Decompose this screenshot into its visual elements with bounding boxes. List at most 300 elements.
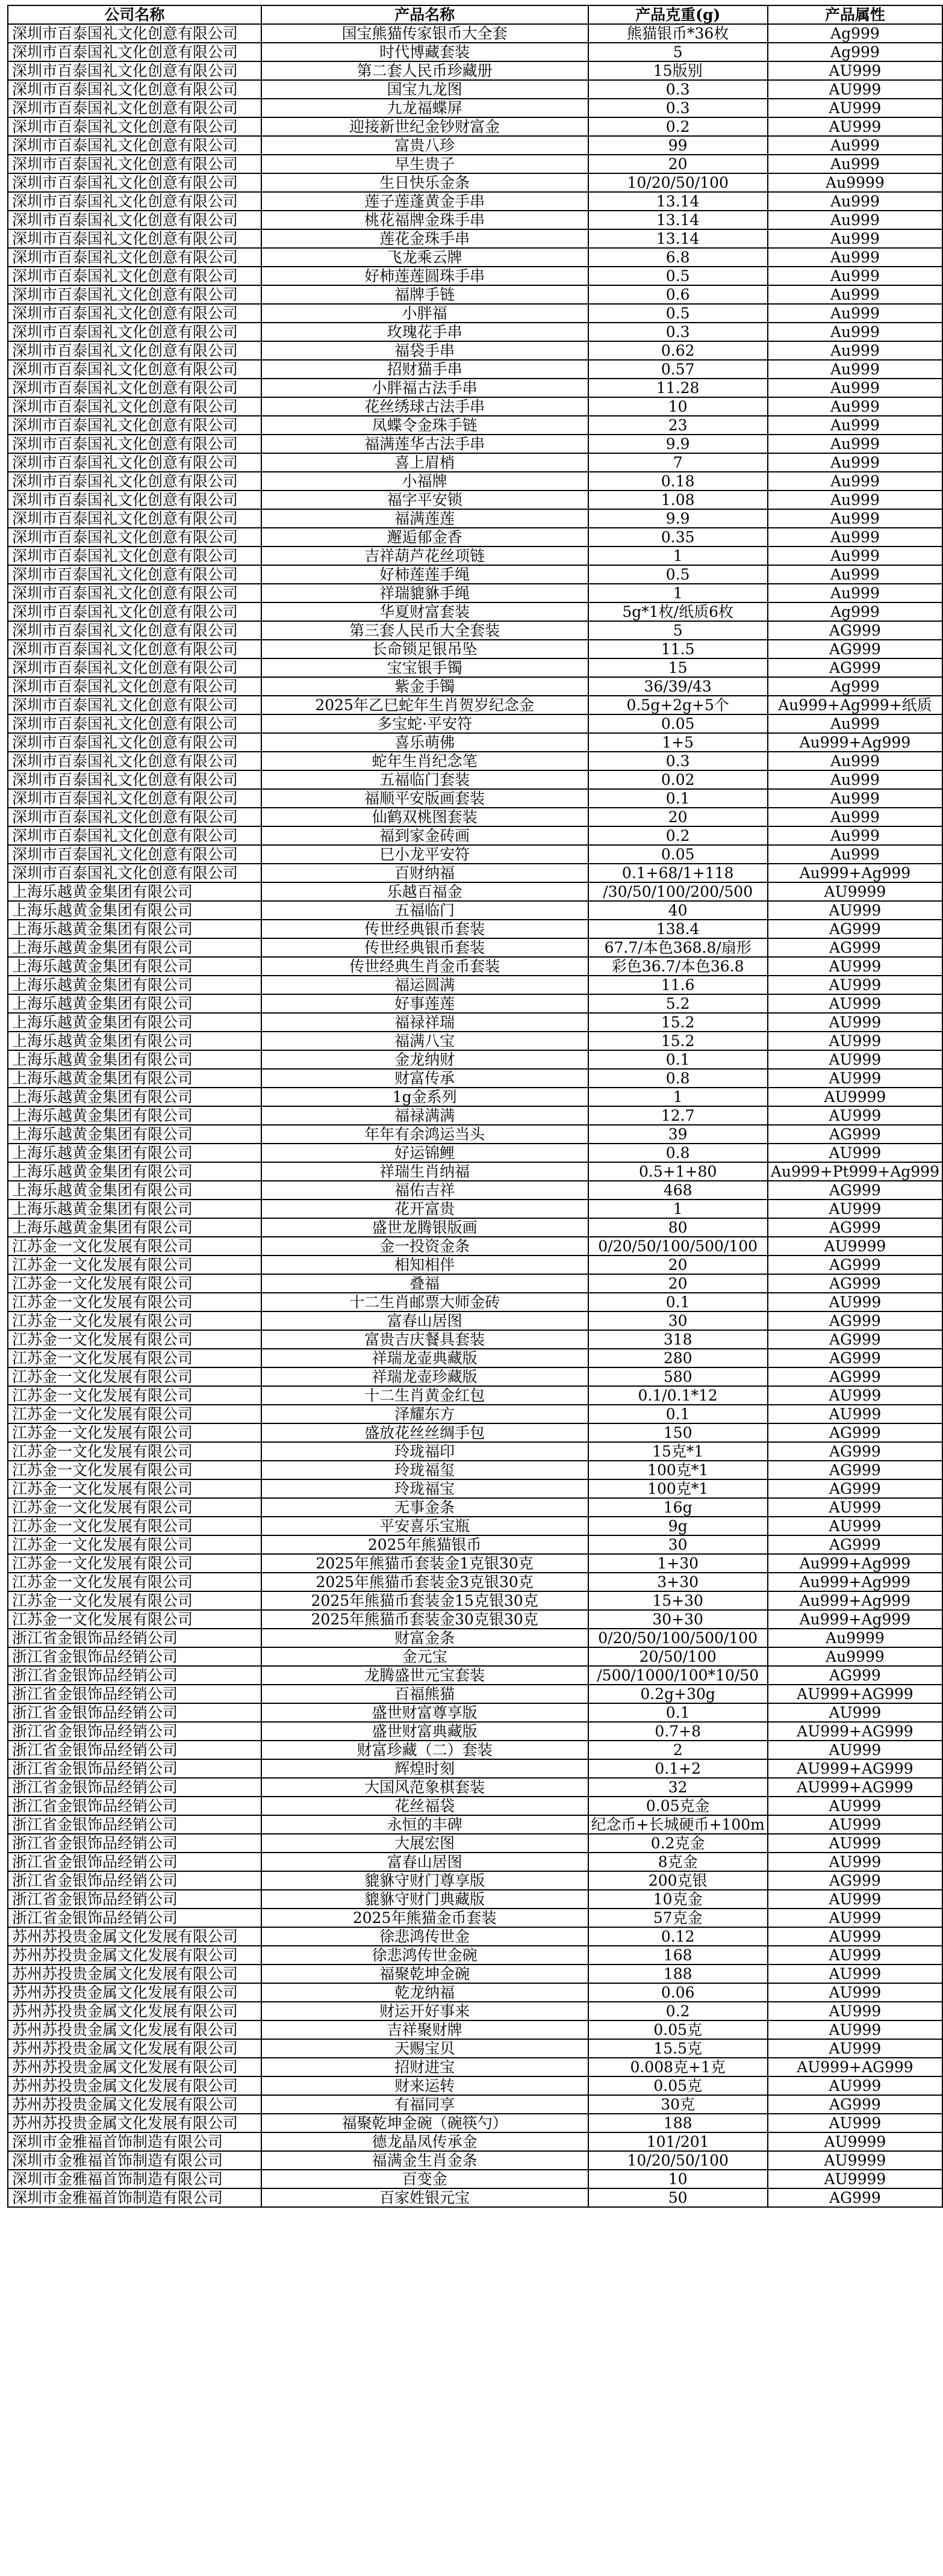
product-name-cell: 玲珑福印: [261, 1442, 588, 1461]
product-name-cell: 花丝福袋: [261, 1797, 588, 1815]
attribute-cell: Au999: [768, 472, 942, 491]
table-row: [8, 1759, 942, 1778]
company-cell: 浙江省金银饰品经销公司: [8, 1685, 261, 1703]
table-row: [8, 1032, 942, 1050]
weight-cell: 100克*1: [588, 1461, 768, 1479]
attribute-cell: AG999: [768, 920, 942, 938]
attribute-cell: AU999: [768, 61, 942, 80]
table-row: [8, 1647, 942, 1666]
attribute-cell: AU999: [768, 1927, 942, 1946]
table-row: [8, 658, 942, 677]
attribute-cell: Au999+Ag999: [768, 1573, 942, 1591]
weight-cell: 0.2: [588, 117, 768, 136]
table-row: [8, 2020, 942, 2039]
attribute-cell: AG999: [768, 2095, 942, 2114]
attribute-cell: Au999: [768, 509, 942, 528]
company-cell: 苏州苏投贵金属文化发展有限公司: [8, 2076, 261, 2095]
weight-cell: 0.5: [588, 304, 768, 323]
weight-cell: 9.9: [588, 435, 768, 453]
company-cell: 深圳市百泰国礼文化创意有限公司: [8, 173, 261, 192]
table-row: [8, 80, 942, 99]
weight-cell: 10: [588, 2170, 768, 2188]
attribute-cell: AU999: [768, 1853, 942, 1871]
attribute-cell: AU999: [768, 1815, 942, 1834]
weight-cell: 11.6: [588, 976, 768, 994]
company-cell: 深圳市百泰国礼文化创意有限公司: [8, 360, 261, 379]
company-cell: 浙江省金银饰品经销公司: [8, 1741, 261, 1759]
product-name-cell: 百家姓银元宝: [261, 2188, 588, 2207]
product-name-cell: 无事金条: [261, 1498, 588, 1517]
company-cell: 苏州苏投贵金属文化发展有限公司: [8, 2002, 261, 2020]
weight-cell: 40: [588, 901, 768, 920]
table-row: [8, 1890, 942, 1909]
product-name-cell: 龙腾盛世元宝套装: [261, 1666, 588, 1685]
company-cell: 深圳市百泰国礼文化创意有限公司: [8, 323, 261, 341]
weight-cell: 0.2: [588, 2002, 768, 2020]
attribute-cell: Au999: [768, 155, 942, 173]
company-cell: 深圳市百泰国礼文化创意有限公司: [8, 229, 261, 248]
attribute-cell: Au999: [768, 416, 942, 435]
table-row: [8, 1106, 942, 1125]
company-cell: 上海乐越黄金集团有限公司: [8, 1218, 261, 1237]
product-name-cell: 福运圆满: [261, 976, 588, 994]
attribute-cell: Au999: [768, 267, 942, 285]
table-row: [8, 2095, 942, 2114]
attribute-cell: AU999: [768, 1405, 942, 1423]
company-cell: 深圳市百泰国礼文化创意有限公司: [8, 546, 261, 565]
attribute-cell: Au999: [768, 248, 942, 267]
company-cell: 深圳市百泰国礼文化创意有限公司: [8, 117, 261, 136]
table-row: [8, 1479, 942, 1498]
weight-cell: 0.8: [588, 1144, 768, 1162]
company-cell: 上海乐越黄金集团有限公司: [8, 1181, 261, 1200]
table-row: [8, 173, 942, 192]
product-name-cell: 紫金手镯: [261, 677, 588, 696]
weight-cell: 纪念币+长城硬币+100m: [588, 1815, 768, 1834]
weight-cell: 99: [588, 136, 768, 155]
company-cell: 江苏金一文化发展有限公司: [8, 1498, 261, 1517]
table-row: [8, 1573, 942, 1591]
product-name-cell: 平安喜乐宝瓶: [261, 1517, 588, 1535]
company-cell: 浙江省金银饰品经销公司: [8, 1797, 261, 1815]
company-cell: 浙江省金银饰品经销公司: [8, 1759, 261, 1778]
attribute-cell: Au9999: [768, 1647, 942, 1666]
product-name-cell: 金元宝: [261, 1647, 588, 1666]
weight-cell: 36/39/43: [588, 677, 768, 696]
company-cell: 深圳市百泰国礼文化创意有限公司: [8, 789, 261, 808]
product-name-cell: 1g金系列: [261, 1088, 588, 1106]
attribute-cell: Au9999: [768, 173, 942, 192]
company-cell: 浙江省金银饰品经销公司: [8, 1853, 261, 1871]
weight-cell: 0.7+8: [588, 1722, 768, 1741]
product-name-cell: 传世经典生肖金币套装: [261, 957, 588, 976]
weight-cell: 150: [588, 1423, 768, 1442]
product-name-cell: 财富传承: [261, 1069, 588, 1088]
product-name-cell: 百变金: [261, 2170, 588, 2188]
product-name-cell: 传世经典银币套装: [261, 920, 588, 938]
attribute-cell: AU999: [768, 2020, 942, 2039]
weight-cell: 188: [588, 2114, 768, 2132]
table-row: [8, 99, 942, 117]
company-cell: 江苏金一文化发展有限公司: [8, 1349, 261, 1367]
product-name-cell: 好柿莲莲圆珠手串: [261, 267, 588, 285]
company-cell: 深圳市百泰国礼文化创意有限公司: [8, 602, 261, 621]
product-name-cell: 2025年熊猫金币套装: [261, 1909, 588, 1927]
product-name-cell: 金一投资金条: [261, 1237, 588, 1255]
weight-cell: 10克金: [588, 1890, 768, 1909]
attribute-cell: AU999: [768, 1890, 942, 1909]
attribute-cell: Au999: [768, 789, 942, 808]
weight-cell: 30+30: [588, 1610, 768, 1629]
product-table: [7, 5, 943, 2208]
weight-cell: 0.6: [588, 285, 768, 304]
company-cell: 深圳市百泰国礼文化创意有限公司: [8, 677, 261, 696]
product-name-cell: 国宝九龙图: [261, 80, 588, 99]
table-row: [8, 976, 942, 994]
attribute-cell: AG999: [768, 938, 942, 957]
product-name-cell: 大展宏图: [261, 1834, 588, 1853]
company-cell: 苏州苏投贵金属文化发展有限公司: [8, 1946, 261, 1965]
company-cell: 江苏金一文化发展有限公司: [8, 1442, 261, 1461]
table-row: [8, 229, 942, 248]
table-row: [8, 416, 942, 435]
company-cell: 江苏金一文化发展有限公司: [8, 1591, 261, 1610]
product-name-cell: 第二套人民币珍藏册: [261, 61, 588, 80]
product-name-cell: 财富珍藏（二）套装: [261, 1741, 588, 1759]
table-row: [8, 2114, 942, 2132]
table-row: [8, 1237, 942, 1255]
table-row: [8, 1722, 942, 1741]
weight-cell: 1: [588, 1088, 768, 1106]
company-cell: 深圳市百泰国礼文化创意有限公司: [8, 565, 261, 584]
table-row: [8, 584, 942, 602]
company-cell: 江苏金一文化发展有限公司: [8, 1237, 261, 1255]
attribute-cell: AU999+AG999: [768, 1685, 942, 1703]
weight-cell: 9g: [588, 1517, 768, 1535]
product-name-cell: 玫瑰花手串: [261, 323, 588, 341]
table-row: [8, 285, 942, 304]
header-row: [8, 5, 942, 24]
product-name-cell: 玲珑福宝: [261, 1479, 588, 1498]
product-name-cell: 盛放花丝丝绸手包: [261, 1423, 588, 1442]
attribute-cell: Ag999: [768, 24, 942, 43]
attribute-cell: AU999: [768, 1946, 942, 1965]
attribute-cell: AU999: [768, 1144, 942, 1162]
product-name-cell: 徐悲鸿传世金碗: [261, 1946, 588, 1965]
attribute-cell: Au999: [768, 435, 942, 453]
weight-cell: 39: [588, 1125, 768, 1144]
product-name-cell: 2025年乙巳蛇年生肖贺岁纪念金: [261, 696, 588, 714]
company-cell: 苏州苏投贵金属文化发展有限公司: [8, 2114, 261, 2132]
weight-cell: 2: [588, 1741, 768, 1759]
product-name-cell: 好事莲莲: [261, 994, 588, 1013]
table-row: [8, 1703, 942, 1722]
table-row: [8, 938, 942, 957]
table-row: [8, 2132, 942, 2151]
product-name-cell: 福禄祥瑞: [261, 1013, 588, 1032]
weight-cell: 1.08: [588, 491, 768, 509]
table-row: [8, 1162, 942, 1181]
company-cell: 深圳市百泰国礼文化创意有限公司: [8, 267, 261, 285]
weight-cell: /30/50/100/200/500: [588, 882, 768, 901]
company-cell: 深圳市百泰国礼文化创意有限公司: [8, 864, 261, 882]
weight-cell: 0.3: [588, 80, 768, 99]
product-name-cell: 莲花金珠手串: [261, 229, 588, 248]
attribute-cell: Au999: [768, 453, 942, 472]
weight-cell: 20: [588, 808, 768, 826]
table-row: [8, 640, 942, 658]
product-name-cell: 叠福: [261, 1274, 588, 1293]
attribute-cell: Au999: [768, 546, 942, 565]
weight-cell: 13.14: [588, 192, 768, 211]
attribute-cell: AG999: [768, 1871, 942, 1890]
company-cell: 浙江省金银饰品经销公司: [8, 1909, 261, 1927]
table-row: [8, 1311, 942, 1330]
attribute-cell: Au999+Ag999: [768, 1610, 942, 1629]
table-row: [8, 1125, 942, 1144]
weight-cell: 0/20/50/100/500/100: [588, 1237, 768, 1255]
company-cell: 苏州苏投贵金属文化发展有限公司: [8, 2039, 261, 2058]
attribute-cell: Ag999: [768, 43, 942, 61]
weight-cell: 50: [588, 2188, 768, 2207]
weight-cell: 5: [588, 621, 768, 640]
attribute-cell: Au999: [768, 845, 942, 864]
attribute-cell: AG999: [768, 658, 942, 677]
product-name-cell: 十二生肖黄金红包: [261, 1386, 588, 1405]
table-row: [8, 1834, 942, 1853]
table-row: [8, 920, 942, 938]
product-name-cell: 福满莲华古法手串: [261, 435, 588, 453]
table-row: [8, 211, 942, 229]
table-row: [8, 1666, 942, 1685]
company-cell: 江苏金一文化发展有限公司: [8, 1554, 261, 1573]
weight-cell: 0.5g+2g+5个: [588, 696, 768, 714]
weight-cell: 0.1/0.1*12: [588, 1386, 768, 1405]
company-cell: 深圳市百泰国礼文化创意有限公司: [8, 472, 261, 491]
table-row: [8, 770, 942, 789]
table-row: [8, 1405, 942, 1423]
attribute-cell: Au999+Ag999+纸质: [768, 696, 942, 714]
table-row: [8, 957, 942, 976]
table-row: [8, 491, 942, 509]
product-name-cell: 时代博藏套装: [261, 43, 588, 61]
product-name-cell: 财来运转: [261, 2076, 588, 2095]
weight-cell: 0.18: [588, 472, 768, 491]
attribute-cell: Au999: [768, 211, 942, 229]
product-name-cell: 小胖福: [261, 304, 588, 323]
weight-cell: 100克*1: [588, 1479, 768, 1498]
attribute-cell: AG999: [768, 1423, 942, 1442]
table-row: [8, 1423, 942, 1442]
table-row: [8, 1741, 942, 1759]
company-cell: 深圳市百泰国礼文化创意有限公司: [8, 304, 261, 323]
attribute-cell: AU999+AG999: [768, 1722, 942, 1741]
header-company-name: 公司名称: [8, 5, 261, 24]
product-name-cell: 盛世财富尊享版: [261, 1703, 588, 1722]
table-row: [8, 136, 942, 155]
table-row: [8, 2170, 942, 2188]
product-name-cell: 喜上眉梢: [261, 453, 588, 472]
weight-cell: 0.05克金: [588, 1797, 768, 1815]
weight-cell: 5.2: [588, 994, 768, 1013]
company-cell: 江苏金一文化发展有限公司: [8, 1405, 261, 1423]
attribute-cell: AU999: [768, 994, 942, 1013]
product-name-cell: 莲子莲蓬黄金手串: [261, 192, 588, 211]
attribute-cell: AU999: [768, 1293, 942, 1311]
company-cell: 深圳市百泰国礼文化创意有限公司: [8, 24, 261, 43]
table-row: [8, 2151, 942, 2170]
weight-cell: 12.7: [588, 1106, 768, 1125]
attribute-cell: AU999: [768, 1965, 942, 1983]
company-cell: 苏州苏投贵金属文化发展有限公司: [8, 1983, 261, 2002]
product-name-cell: 五福临门套装: [261, 770, 588, 789]
table-row: [8, 1498, 942, 1517]
table-row: [8, 1965, 942, 1983]
weight-cell: 0.3: [588, 323, 768, 341]
table-row: [8, 43, 942, 61]
table-row: [8, 192, 942, 211]
company-cell: 江苏金一文化发展有限公司: [8, 1479, 261, 1498]
weight-cell: 30克: [588, 2095, 768, 2114]
company-cell: 深圳市百泰国礼文化创意有限公司: [8, 621, 261, 640]
weight-cell: 0.1+2: [588, 1759, 768, 1778]
product-name-cell: 永恒的丰碑: [261, 1815, 588, 1834]
table-row: [8, 1815, 942, 1834]
table-row: [8, 789, 942, 808]
header-product-attribute: 产品属性: [768, 5, 942, 24]
company-cell: 深圳市百泰国礼文化创意有限公司: [8, 491, 261, 509]
product-name-cell: 第三套人民币大全套装: [261, 621, 588, 640]
product-name-cell: 貔貅守财门典藏版: [261, 1890, 588, 1909]
table-row: [8, 1853, 942, 1871]
table-row: [8, 1144, 942, 1162]
product-name-cell: 祥瑞生肖纳福: [261, 1162, 588, 1181]
company-cell: 深圳市百泰国礼文化创意有限公司: [8, 453, 261, 472]
table-row: [8, 341, 942, 360]
weight-cell: 1: [588, 546, 768, 565]
product-name-cell: 祥瑞龙壶典藏版: [261, 1349, 588, 1367]
attribute-cell: Au999+Ag999: [768, 1591, 942, 1610]
attribute-cell: Au999: [768, 752, 942, 770]
product-name-cell: 百财纳福: [261, 864, 588, 882]
company-cell: 江苏金一文化发展有限公司: [8, 1386, 261, 1405]
company-cell: 江苏金一文化发展有限公司: [8, 1461, 261, 1479]
weight-cell: 101/201: [588, 2132, 768, 2151]
weight-cell: 8克金: [588, 1853, 768, 1871]
table-row: [8, 882, 942, 901]
table-row: [8, 1274, 942, 1293]
company-cell: 江苏金一文化发展有限公司: [8, 1293, 261, 1311]
attribute-cell: Au999: [768, 379, 942, 397]
company-cell: 江苏金一文化发展有限公司: [8, 1423, 261, 1442]
attribute-cell: AG999: [768, 1666, 942, 1685]
table-row: [8, 696, 942, 714]
product-name-cell: 小福牌: [261, 472, 588, 491]
attribute-cell: AG999: [768, 1255, 942, 1274]
weight-cell: 15: [588, 658, 768, 677]
table-body: [8, 24, 942, 2207]
weight-cell: 10/20/50/100: [588, 173, 768, 192]
weight-cell: 0.1: [588, 1293, 768, 1311]
weight-cell: 10/20/50/100: [588, 2151, 768, 2170]
weight-cell: 0.05: [588, 714, 768, 733]
weight-cell: 5: [588, 43, 768, 61]
product-name-cell: 富贵吉庆餐具套装: [261, 1330, 588, 1349]
attribute-cell: Au999+Ag999: [768, 733, 942, 752]
company-cell: 深圳市百泰国礼文化创意有限公司: [8, 248, 261, 267]
attribute-cell: AU999: [768, 117, 942, 136]
weight-cell: 0.008克+1克: [588, 2058, 768, 2076]
table-row: [8, 323, 942, 341]
product-name-cell: 玲珑福玺: [261, 1461, 588, 1479]
product-name-cell: 盛世财富典藏版: [261, 1722, 588, 1741]
table-row: [8, 509, 942, 528]
table-row: [8, 565, 942, 584]
table-row: [8, 994, 942, 1013]
table-row: [8, 1685, 942, 1703]
company-cell: 深圳市百泰国礼文化创意有限公司: [8, 696, 261, 714]
weight-cell: 7: [588, 453, 768, 472]
company-cell: 深圳市百泰国礼文化创意有限公司: [8, 826, 261, 845]
weight-cell: 熊猫银币*36枚: [588, 24, 768, 43]
weight-cell: 32: [588, 1778, 768, 1797]
weight-cell: 30: [588, 1311, 768, 1330]
table-row: [8, 1871, 942, 1890]
company-cell: 上海乐越黄金集团有限公司: [8, 1106, 261, 1125]
company-cell: 深圳市百泰国礼文化创意有限公司: [8, 192, 261, 211]
table-row: [8, 24, 942, 43]
table-row: [8, 2076, 942, 2095]
attribute-cell: AU999: [768, 2114, 942, 2132]
weight-cell: 20: [588, 1274, 768, 1293]
attribute-cell: AU999+AG999: [768, 1778, 942, 1797]
company-cell: 深圳市百泰国礼文化创意有限公司: [8, 211, 261, 229]
attribute-cell: Au999: [768, 397, 942, 416]
product-name-cell: 祥瑞龙壶珍藏版: [261, 1367, 588, 1386]
product-name-cell: 巳小龙平安符: [261, 845, 588, 864]
attribute-cell: AU999: [768, 1013, 942, 1032]
weight-cell: 20: [588, 1255, 768, 1274]
company-cell: 上海乐越黄金集团有限公司: [8, 1050, 261, 1069]
product-name-cell: 福满八宝: [261, 1032, 588, 1050]
weight-cell: 11.5: [588, 640, 768, 658]
company-cell: 深圳市百泰国礼文化创意有限公司: [8, 416, 261, 435]
table-row: [8, 1050, 942, 1069]
weight-cell: 580: [588, 1367, 768, 1386]
company-cell: 深圳市百泰国礼文化创意有限公司: [8, 640, 261, 658]
weight-cell: 468: [588, 1181, 768, 1200]
table-row: [8, 1591, 942, 1610]
table-row: [8, 1069, 942, 1088]
product-name-cell: 传世经典银币套装: [261, 938, 588, 957]
table-row: [8, 1909, 942, 1927]
table-row: [8, 1255, 942, 1274]
weight-cell: 13.14: [588, 229, 768, 248]
attribute-cell: AU999: [768, 1703, 942, 1722]
company-cell: 上海乐越黄金集团有限公司: [8, 882, 261, 901]
product-name-cell: 乾龙纳福: [261, 1983, 588, 2002]
weight-cell: 0.3: [588, 752, 768, 770]
product-name-cell: 福顺平安版画套装: [261, 789, 588, 808]
table-row: [8, 1293, 942, 1311]
product-name-cell: 早生贵子: [261, 155, 588, 173]
product-name-cell: 年年有余鸿运当头: [261, 1125, 588, 1144]
company-cell: 上海乐越黄金集团有限公司: [8, 1088, 261, 1106]
weight-cell: 57克金: [588, 1909, 768, 1927]
table-row: [8, 379, 942, 397]
weight-cell: 6.8: [588, 248, 768, 267]
product-name-cell: 富春山居图: [261, 1311, 588, 1330]
